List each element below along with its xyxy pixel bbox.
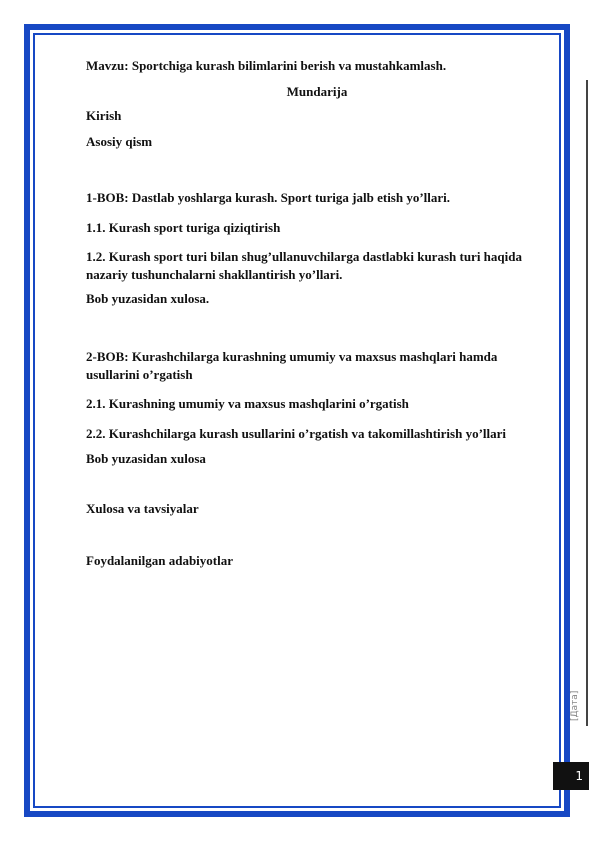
page-number-badge: 1 bbox=[553, 762, 589, 790]
toc-item-chapter1: 1-BOB: Dastlab yoshlarga kurash. Sport turiga jalb etish yo’llari. bbox=[86, 190, 451, 205]
contents-heading: Mundarija bbox=[286, 84, 348, 99]
toc-item-ch1-summary: Bob yuzasidan xulosa. bbox=[86, 291, 210, 306]
toc-item-chapter2: 2-BOB: Kurashchilarga kurashning umumiy va maxsus mashqlari hamda usullarini o’rgatish bbox=[86, 349, 498, 382]
toc-item-1-2: 1.2. Kurash sport turi bilan shug’ullanuvchilarga dastlabki kurash turi haqida nazariy tushunchalarni shakllantirish yo’llari. bbox=[86, 249, 522, 282]
toc-item-references: Foydalanilgan adabiyotlar bbox=[86, 553, 233, 568]
toc-item-ch2-summary: Bob yuzasidan xulosa bbox=[86, 451, 206, 466]
topic-line: Mavzu: Sportchiga kurash bilimlarini berish va mustahkamlash. bbox=[86, 58, 447, 73]
sidebar-divider bbox=[586, 80, 588, 726]
toc-item-2-1: 2.1. Kurashning umumiy va maxsus mashqlarini o’rgatish bbox=[86, 396, 409, 411]
date-placeholder: [Дата] bbox=[570, 690, 580, 722]
toc-item-conclusions: Xulosa va tavsiyalar bbox=[86, 501, 199, 516]
toc-item-2-2: 2.2. Kurashchilarga kurash usullarini o’rgatish va takomillashtirish yo’llari bbox=[86, 426, 507, 441]
toc-item-1-1: 1.1. Kurash sport turiga qiziqtirish bbox=[86, 220, 281, 235]
toc-item-intro: Kirish bbox=[86, 108, 122, 123]
toc-item-main: Asosiy qism bbox=[86, 134, 153, 149]
